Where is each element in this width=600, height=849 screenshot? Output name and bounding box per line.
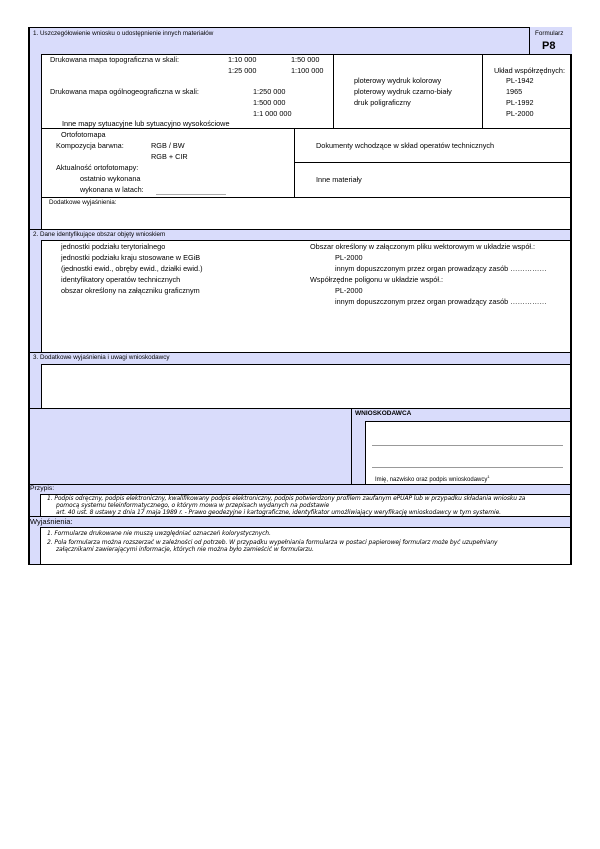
wyjasnienia-line: załącznikami zawierającymi informacje, których nie można było zamieścić w formularzu. [56,546,314,553]
przypis-line: 1. Podpis odręczny, podpis elektroniczny, kwalifikowany podpis elektroniczny, podpis potwierdzony profilem zaufanym ePUAP lub w przypadku składania wniosku za [47,495,526,502]
other-materials-option[interactable]: Inne materiały [316,175,362,184]
divider [28,408,572,409]
tech-docs-option[interactable]: Dokumenty wchodzące w skład operatów technicznych [316,141,495,150]
additional-expl-label: Dodatkowe wyjaśnienia: [49,199,117,206]
color-comp-label: Kompozycja barwna: [56,141,124,150]
area-option-note: (jednostki ewid., obręby ewid., działki ewid.) [61,264,203,273]
ortho-actuality-label: Aktualność ortofotomapy: [56,163,139,172]
signature-line-1[interactable] [372,445,563,446]
divider [41,128,570,129]
divider [294,162,570,163]
print-type-option[interactable]: ploterowy wydruk czarno-biały [354,87,452,96]
coord-system-option[interactable]: PL-2000 [506,109,534,118]
footnote-ref: 1 [487,474,490,479]
topo-map-option[interactable]: Drukowana mapa topograficzna w skali: [50,55,179,64]
divider [28,484,572,485]
area-option[interactable]: jednostki podziału kraju stosowane w EGiB [61,253,201,262]
coord-system-option[interactable]: PL-1942 [506,76,534,85]
section-2-title: 2. Dane identyfikujące obszar objęty wnioskiem [33,231,166,238]
divider [333,54,334,129]
print-type-option[interactable]: druk poligraficzny [354,98,411,107]
area-option[interactable]: identyfikatory operatów technicznych [61,275,181,284]
form-label: Formularz [535,30,564,37]
other-maps-option[interactable]: Inne mapy sytuacyjne lub sytuacyjno wysokościowe [62,119,230,128]
section-1-title: 1. Uszczegółowienie wniosku o udostępnienie innych materiałów [33,30,214,37]
vector-pl2000-option[interactable]: PL-2000 [335,253,363,262]
applicant-title: WNIOSKODAWCA [355,410,412,417]
divider [28,516,572,517]
vector-other-option[interactable]: innym dopuszczonym przez organ prowadzący zasób …………… [335,264,547,273]
signature-line-2[interactable] [372,467,563,468]
przypis-line: art. 40 ust. 8 ustawy z dnia 17 maja 1989 r. - Prawo geodezyjne i kartograficzne, identyfikator umożliwiający weryfikację wnioskodawcy w tym systemie. [56,509,501,516]
scale-option[interactable]: 1:100 000 [291,66,324,75]
form-code: P8 [542,40,556,52]
przypis-title: Przypis: [30,485,55,492]
coord-system-label: Układ współrzędnych: [494,66,565,75]
scale-option[interactable]: 1:50 000 [291,55,320,64]
wyjasnienia-line: 2. Pola formularza można rozszerzać w zależności od potrzeb. W przypadku wypełniania formularza w postaci papierowej formularz może być uzupełniany [47,539,498,546]
ortho-option[interactable]: Ortofotomapa [61,130,106,139]
area-option[interactable]: obszar określony na załączniku graficznym [61,286,200,295]
divider [28,352,572,353]
additional-expl-input[interactable] [48,208,568,228]
form-bottom-border [28,564,572,565]
wyjasnienia-line: 1. Formularze drukowane nie muszą uwzględniać oznaczeń kolorystycznych. [47,530,271,537]
print-type-option[interactable]: ploterowy wydruk kolorowy [354,76,442,85]
scale-option[interactable]: 1:25 000 [228,66,257,75]
general-map-option[interactable]: Drukowana mapa ogólnogeograficzna w skali: [50,87,199,96]
color-comp-option[interactable]: RGB / BW [151,141,185,150]
przypis-line: pomocą systemu teleinformatycznego, o którym mowa w przepisach wydanych na podstawie [56,502,330,509]
made-in-years-option[interactable]: wykonana w latach: [80,185,144,194]
color-comp-option[interactable]: RGB + CIR [151,152,188,161]
wyjasnienia-title: Wyjaśnienia: [30,517,73,526]
signature-caption-text: Imię, nazwisko oraz podpis wnioskodawcy [375,477,488,483]
coord-system-option[interactable]: 1965 [506,87,523,96]
form-id-box [529,27,572,54]
made-in-years-input[interactable] [156,185,226,195]
scale-option[interactable]: 1:1 000 000 [253,109,292,118]
polygon-pl2000-option[interactable]: PL-2000 [335,286,363,295]
scale-option[interactable]: 1:250 000 [253,87,286,96]
latest-option[interactable]: ostatnio wykonana [80,174,141,183]
scale-option[interactable]: 1:10 000 [228,55,257,64]
divider [41,197,570,198]
polygon-other-option[interactable]: innym dopuszczonym przez organ prowadzący zasób …………… [335,297,547,306]
area-option[interactable]: jednostki podziału terytorialnego [61,242,166,251]
vector-file-option[interactable]: Obszar określony w załączonym pliku wektorowym w układzie współ.: [310,242,536,251]
coord-system-option[interactable]: PL-1992 [506,98,534,107]
polygon-option[interactable]: Współrzędne poligonu w układzie współ.: [310,275,444,284]
divider [351,408,352,484]
divider [482,54,483,129]
signature-caption [375,473,490,484]
divider [28,229,572,230]
section-3-input[interactable] [41,364,570,409]
scale-option[interactable]: 1:500 000 [253,98,286,107]
section-3-title: 3. Dodatkowe wyjaśnienia i uwagi wnioskodawcy [33,354,170,361]
